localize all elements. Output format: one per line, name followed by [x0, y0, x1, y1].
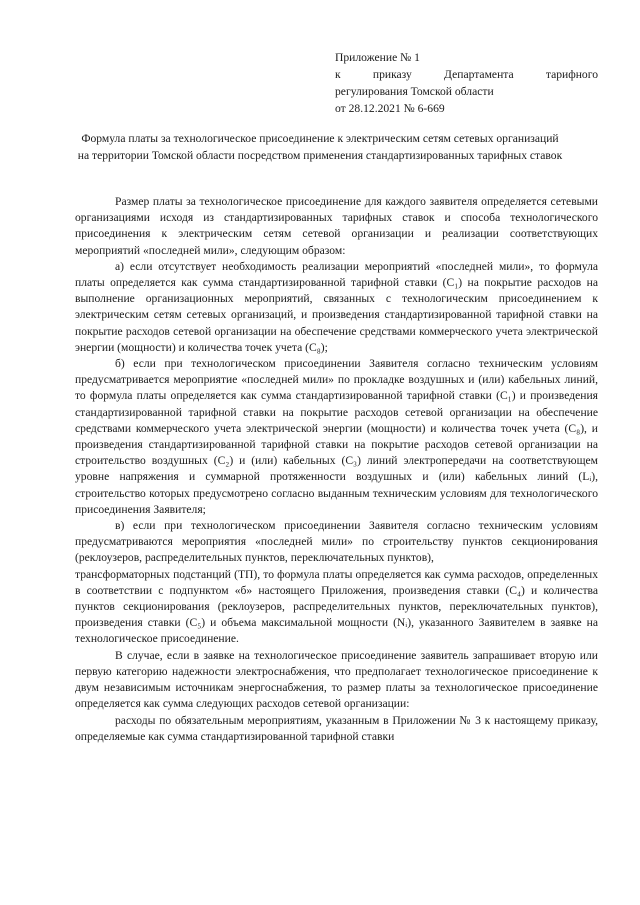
- appendix-department-line: регулирования Томской области: [335, 85, 494, 98]
- appendix-number: Приложение № 1: [335, 51, 420, 64]
- paragraph-b: б) если при технологическом присоединении Заявителя согласно техническим условиям предусматривается мероприятие «последней мили» по прокладке воздушных и (или) кабельных линий, то формула платы определяется как сумма стандартизированной тарифной ставки (C₁) и произведения стандартизированной тарифной ставки на покрытие расходов сетевой организации на обеспечение средствами коммерческого учета электрической энергии (мощности) и количества точек учета (C₈), и произведения стандартизированной тарифной ставки на покрытие расходов сетевой организации на строительство воздушных (C₂) и (или) кабельных (C₃) линий электропередачи на соответствующем уровне напряжения и суммарной протяженности воздушных и (или) кабельных линий (Lᵢ), строительство которых предусмотрено согласно выданным техническим условиям для технологического присоединения Заявителя;: [75, 357, 598, 516]
- paragraph-a: а) если отсутствует необходимость реализации мероприятий «последней мили», то формула платы определяется как сумма стандартизированной тарифной ставки (C₁) на покрытие расходов на выполнение организационных мероприятий, связанных с технологическим присоединением к электрическим сетям сетевых организаций, и произведения стандартизированной тарифной ставки на покрытие расходов сетевой организации на обеспечение средствами коммерческого учета электрической энергии (мощности) и количества точек учета (C₈);: [75, 259, 598, 354]
- paragraph-reliability: В случае, если в заявке на технологическое присоединение заявитель запрашивает вторую или первую категорию надежности электроснабжения, что предполагает технологическое присоединение к двум независимым источникам энергоснабжения, то размер платы за технологическое присоединение определяется как сумма следующих расходов сетевой организации:: [75, 648, 598, 711]
- document-body: [75, 194, 598, 745]
- paragraph-intro: Размер платы за технологическое присоединение для каждого заявителя определяется сетевыми организациями исходя из стандартизированных тарифных ставок и способа технологического присоединения к электрическим сетям сетевой организации и реализации соответствующих мероприятий «последней мили», следующим образом:: [75, 195, 598, 257]
- paragraph-v-continued: трансформаторных подстанций (ТП), то формула платы определяется как сумма расходов, определенных в соответствии с подпунктом «б» настоящего Приложения, произведения ставки (C₄) и количества пунктов секционирования (реклоузеров, распределительных пунктов, переключательных пунктов), произведения ставки (C₅) и объема максимальной мощности (Nᵢ), указанного Заявителем в заявке на технологическое присоединение.: [75, 567, 598, 646]
- appendix-date-line: от 28.12.2021 № 6-669: [335, 102, 445, 115]
- appendix-header: [335, 49, 598, 117]
- appendix-order-line: к приказу Департамента тарифного: [335, 68, 598, 81]
- document-title: Формула платы за технологическое присоединение к электрическим сетям сетевых организаций на территории Томской области посредством применения стандартизированных тарифных ставок: [77, 132, 563, 162]
- paragraph-mandatory-costs: расходы по обязательным мероприятиям, указанным в Приложении № 3 к настоящему приказу, определяемые как сумма стандартизированной тарифной ставки: [75, 713, 598, 743]
- paragraph-v: в) если при технологическом присоединении Заявителя согласно техническим условиям предусматриваются мероприятия «последней мили» по строительству пунктов секционирования (реклоузеров, распределительных пунктов, переключательных пунктов),: [75, 519, 598, 565]
